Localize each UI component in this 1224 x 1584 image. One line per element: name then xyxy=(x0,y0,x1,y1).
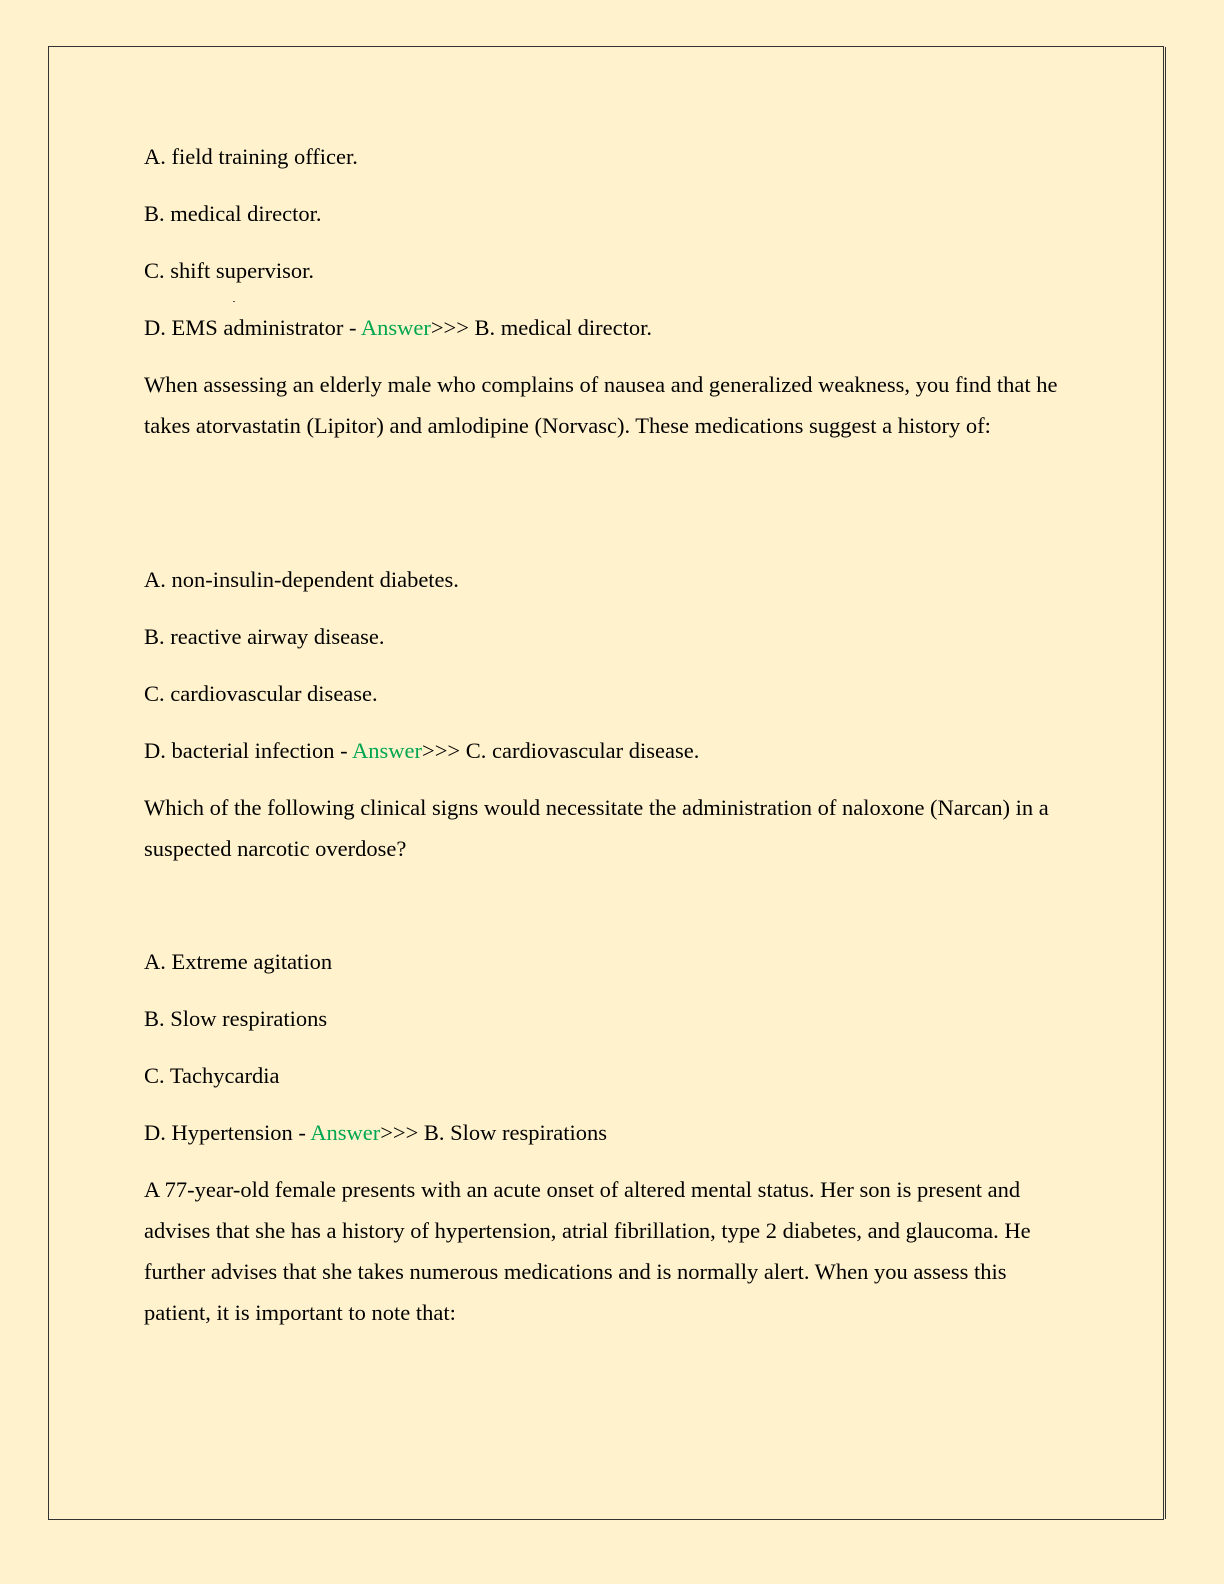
q1-answer-text: >>> B. medical director. xyxy=(430,315,652,340)
q3-option-d-with-answer xyxy=(144,1112,607,1153)
q1-option-b: B. medical director. xyxy=(144,201,322,226)
q2-option-d-with-answer xyxy=(144,730,699,771)
q3-question: Which of the following clinical signs would necessitate the administration of naloxone (Narcan) in a suspected narcotic overdose? xyxy=(144,795,1049,861)
q1-option-a: A. field training officer. xyxy=(144,144,358,169)
q3-option-c: C. Tachycardia xyxy=(144,1063,280,1088)
q4-question: A 77-year-old female presents with an acute onset of altered mental status. Her son is present and advises that she has a history of hypertension, atrial fibrillation, type 2 diabetes, and glaucoma. He further advises that she takes numerous medications and is normally alert. When you assess this patient, it is important to note that: xyxy=(144,1177,1031,1325)
stray-mark xyxy=(233,301,235,302)
q2-option-c: C. cardiovascular disease. xyxy=(144,681,378,706)
q2-option-b: B. reactive airway disease. xyxy=(144,624,385,649)
q1-answer-label: Answer xyxy=(360,315,431,340)
q1-option-c: C. shift supervisor. xyxy=(144,258,315,283)
q2-option-a: A. non-insulin-dependent diabetes. xyxy=(144,567,459,592)
q3-option-b: B. Slow respirations xyxy=(144,1006,328,1031)
q2-option-d: D. bacterial infection - xyxy=(144,738,353,763)
q2-answer-label: Answer xyxy=(352,738,423,763)
q2-answer-text: >>> C. cardiovascular disease. xyxy=(422,738,700,763)
q3-answer-text: >>> B. Slow respirations xyxy=(380,1120,608,1145)
q3-option-a: A. Extreme agitation xyxy=(144,949,333,974)
q3-answer-label: Answer xyxy=(310,1120,381,1145)
q1-option-d: D. EMS administrator - xyxy=(144,315,361,340)
q2-question: When assessing an elderly male who complains of nausea and generalized weakness, you find that he takes atorvastatin (Lipitor) and amlodipine (Norvasc). These medications suggest a history of: xyxy=(144,372,1058,438)
q3-option-d: D. Hypertension - xyxy=(144,1120,311,1145)
q1-option-d-with-answer xyxy=(144,307,652,348)
